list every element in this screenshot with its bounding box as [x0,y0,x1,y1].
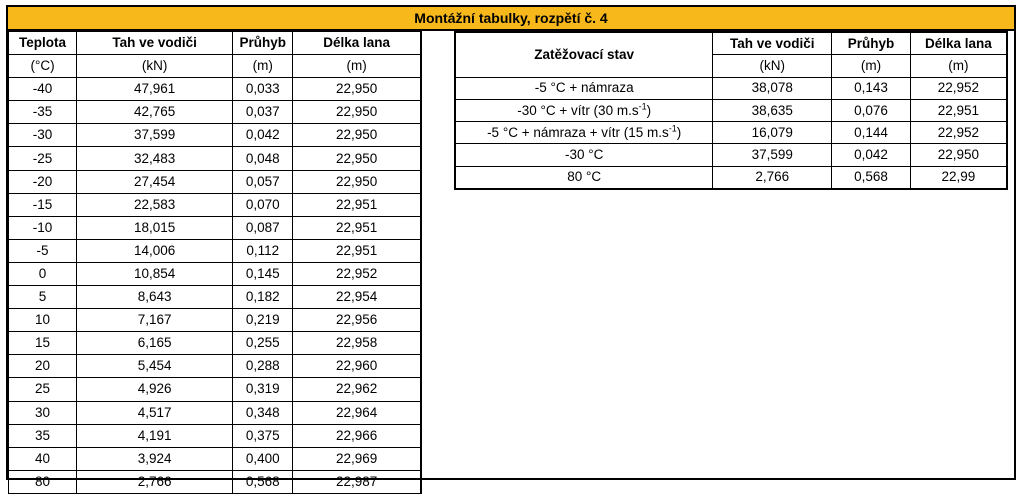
table-row [9,216,422,239]
cell-delka: 22,950 [910,144,1007,166]
table-row [9,355,422,378]
cell-delka: 22,950 [293,101,421,124]
cell-pruhyb: 0,037 [233,101,293,124]
cell-zatezovaci-stav [455,144,713,166]
cell-delka: 22,950 [293,124,421,147]
stav-text: 80 °C [567,169,602,185]
table-row [9,193,422,216]
load-row [455,122,1007,144]
cell-teplota: -40 [9,78,77,101]
cell-zatezovaci-stav [455,166,713,189]
cell-teplota: 5 [9,286,77,309]
units-row [9,55,422,78]
table-row [9,286,422,309]
cell-pruhyb: 0,076 [832,99,911,121]
table-row [9,239,422,262]
cell-tah: 32,483 [77,147,233,170]
montage-table [8,31,422,494]
cell-teplota: 0 [9,262,77,285]
table-row [9,378,422,401]
table-row [9,401,422,424]
header-pruhyb: Průhyb [233,32,293,55]
cell-tah: 38,078 [713,77,832,99]
load-row [455,166,1007,189]
stav-text: -5 °C + námraza [534,80,634,96]
cell-tah: 27,454 [77,170,233,193]
cell-tah: 16,079 [713,122,832,144]
cell-tah: 2,766 [713,166,832,189]
table-row [9,78,422,101]
stav-text-end: ) [646,102,652,118]
cell-zatezovaci-stav [455,77,713,99]
load-row [455,77,1007,99]
cell-delka: 22,951 [293,216,421,239]
cell-delka: 22,99 [910,166,1007,189]
right-header-delka: Délka lana [910,32,1007,55]
cell-teplota: -30 [9,124,77,147]
unit-teplota: (°C) [9,55,77,78]
table-row [9,309,422,332]
cell-teplota: 40 [9,447,77,470]
cell-delka: 22,952 [910,122,1007,144]
cell-pruhyb: 0,182 [233,286,293,309]
cell-teplota: -5 [9,239,77,262]
cell-teplota: -10 [9,216,77,239]
cell-tah: 7,167 [77,309,233,332]
cell-delka: 22,958 [293,332,421,355]
stav-exponent: -1 [638,101,647,112]
cell-tah: 2,766 [77,470,233,493]
header-row [9,32,422,55]
table-row [9,332,422,355]
header-zatezovaci-stav: Zatěžovací stav [455,32,713,77]
cell-teplota: 25 [9,378,77,401]
cell-tah: 6,165 [77,332,233,355]
cell-pruhyb: 0,145 [233,262,293,285]
cell-pruhyb: 0,288 [233,355,293,378]
cell-pruhyb: 0,042 [233,124,293,147]
unit-pruhyb: (m) [233,55,293,78]
table-row [9,424,422,447]
cell-pruhyb: 0,568 [233,470,293,493]
right-unit-delka: (m) [910,55,1007,77]
cell-pruhyb: 0,348 [233,401,293,424]
cell-pruhyb: 0,048 [233,147,293,170]
cell-delka: 22,964 [293,401,421,424]
cell-tah: 47,961 [77,78,233,101]
stav-text: -30 °C + vítr (30 m.s [517,102,639,118]
unit-tah: (kN) [77,55,233,78]
cell-teplota: 20 [9,355,77,378]
cell-teplota: -35 [9,101,77,124]
right-unit-tah: (kN) [713,55,832,77]
cell-delka: 22,952 [910,77,1007,99]
cell-pruhyb: 0,219 [233,309,293,332]
cell-tah: 38,635 [713,99,832,121]
cell-pruhyb: 0,033 [233,78,293,101]
cell-teplota: 35 [9,424,77,447]
cell-teplota: 30 [9,401,77,424]
stav-text: -5 °C + námraza + vítr (15 m.s [487,124,669,140]
right-header-tah: Tah ve vodiči [713,32,832,55]
sheet-frame [6,5,1016,489]
cell-pruhyb: 0,070 [233,193,293,216]
cell-delka: 22,960 [293,355,421,378]
stav-text: -30 °C [564,147,604,163]
cell-pruhyb: 0,057 [233,170,293,193]
cell-tah: 22,583 [77,193,233,216]
cell-delka: 22,952 [293,262,421,285]
table-title: Montážní tabulky, rozpětí č. 4 [8,7,1014,31]
cell-delka: 22,954 [293,286,421,309]
cell-tah: 10,854 [77,262,233,285]
cell-pruhyb: 0,319 [233,378,293,401]
stav-exponent: -1 [668,123,677,134]
load-row [455,144,1007,166]
load-state-table [454,31,1008,190]
cell-teplota: -20 [9,170,77,193]
cell-tah: 5,454 [77,355,233,378]
cell-delka: 22,956 [293,309,421,332]
cell-tah: 4,926 [77,378,233,401]
header-delka: Délka lana [293,32,421,55]
cell-delka: 22,950 [293,78,421,101]
cell-delka: 22,951 [293,239,421,262]
cell-pruhyb: 0,144 [832,122,911,144]
cell-teplota: 10 [9,309,77,332]
cell-teplota: -25 [9,147,77,170]
header-teplota: Teplota [9,32,77,55]
table-row [9,470,422,493]
cell-delka: 22,951 [910,99,1007,121]
cell-pruhyb: 0,112 [233,239,293,262]
cell-tah: 14,006 [77,239,233,262]
table-row [9,124,422,147]
cell-teplota: 15 [9,332,77,355]
right-unit-pruhyb: (m) [832,55,911,77]
table-row [9,170,422,193]
cell-delka: 22,950 [293,170,421,193]
cell-zatezovaci-stav [455,122,713,144]
cell-pruhyb: 0,143 [832,77,911,99]
header-tah: Tah ve vodiči [77,32,233,55]
cell-tah: 18,015 [77,216,233,239]
table-row [9,447,422,470]
cell-tah: 4,517 [77,401,233,424]
cell-teplota: -15 [9,193,77,216]
cell-pruhyb: 0,375 [233,424,293,447]
cell-tah: 37,599 [713,144,832,166]
table-row [9,147,422,170]
cell-delka: 22,962 [293,378,421,401]
unit-delka: (m) [293,55,421,78]
table-row [9,101,422,124]
stav-text-end: ) [676,124,682,140]
cell-tah: 3,924 [77,447,233,470]
cell-pruhyb: 0,568 [832,166,911,189]
cell-tah: 4,191 [77,424,233,447]
cell-tah: 37,599 [77,124,233,147]
cell-delka: 22,951 [293,193,421,216]
cell-pruhyb: 0,042 [832,144,911,166]
cell-delka: 22,987 [293,470,421,493]
right-header-pruhyb: Průhyb [832,32,911,55]
cell-pruhyb: 0,400 [233,447,293,470]
table-row [9,262,422,285]
cell-zatezovaci-stav [455,99,713,121]
right-header-row [455,32,1007,55]
load-row [455,99,1007,121]
cell-tah: 8,643 [77,286,233,309]
cell-tah: 42,765 [77,101,233,124]
cell-delka: 22,969 [293,447,421,470]
cell-delka: 22,950 [293,147,421,170]
cell-teplota: 80 [9,470,77,493]
cell-delka: 22,966 [293,424,421,447]
cell-pruhyb: 0,087 [233,216,293,239]
cell-pruhyb: 0,255 [233,332,293,355]
